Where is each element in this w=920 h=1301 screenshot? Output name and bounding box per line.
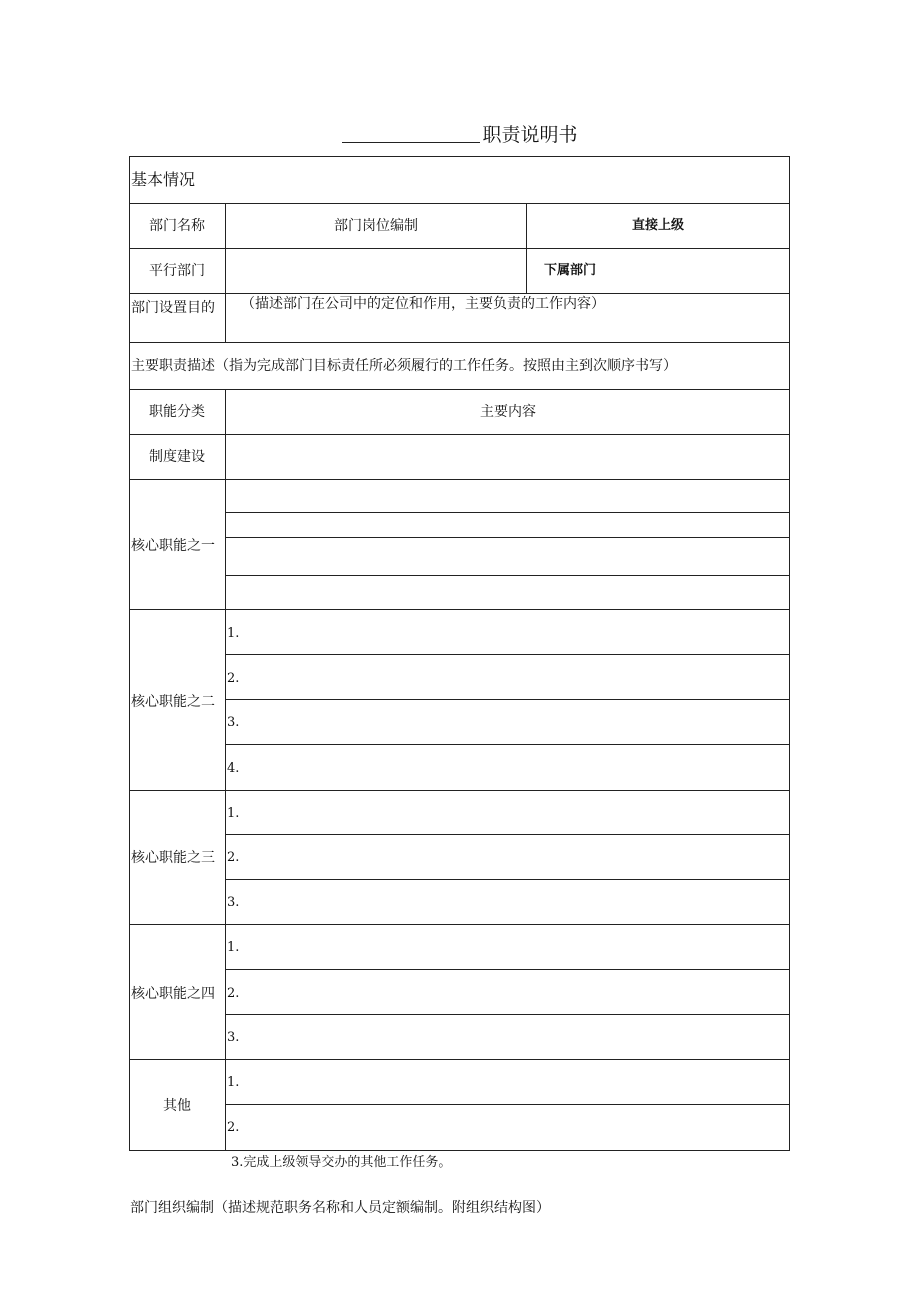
other-label: 其他 [163, 1098, 191, 1114]
row-line [129, 342, 790, 343]
sub-row-line [225, 1014, 790, 1015]
core-3-item-number: 2. [227, 850, 240, 865]
subordinate-dept-label: 下属部门 [544, 263, 597, 278]
other-item-number: 1. [227, 1075, 240, 1090]
core-2-item-number: 3. [227, 715, 240, 730]
row-line [129, 924, 790, 925]
core-4-item-number: 1. [227, 940, 240, 955]
row-line [129, 389, 790, 390]
duty-table [129, 156, 790, 1151]
row-line [129, 248, 790, 249]
sub-row-line [225, 834, 790, 835]
core-function-3-label: 核心职能之三 [131, 850, 215, 866]
row-line [129, 1059, 790, 1060]
table-border-bottom [129, 1150, 790, 1151]
other-item-number: 2. [227, 1120, 240, 1135]
row-line [129, 479, 790, 480]
row-line [129, 609, 790, 610]
row-line [129, 293, 790, 294]
sub-row-line [225, 879, 790, 880]
sub-row-line [225, 654, 790, 655]
main-duties-heading: 主要职责描述（指为完成部门目标责任所必须履行的工作任务。按照由主到次顺序书写） [131, 358, 677, 374]
core-4-item-number: 3. [227, 1030, 240, 1045]
col-line [225, 389, 226, 1151]
core-2-item-number: 2. [227, 671, 240, 686]
other-item-3: 3.完成上级领导交办的其他工作任务。 [231, 1155, 452, 1170]
sub-row-line [225, 575, 790, 576]
core-function-4-label: 核心职能之四 [131, 986, 215, 1002]
parallel-dept-label: 平行部门 [149, 263, 205, 279]
direct-superior-label: 直接上级 [631, 218, 684, 233]
sub-row-line [225, 699, 790, 700]
table-border-left [129, 156, 130, 1151]
dept-name-label: 部门名称 [149, 218, 205, 234]
sub-row-line [225, 512, 790, 513]
title-text: 职责说明书 [482, 124, 578, 146]
system-building-label: 制度建设 [149, 449, 205, 465]
main-content-label: 主要内容 [480, 404, 536, 420]
core-3-item-number: 1. [227, 806, 240, 821]
core-2-item-number: 4. [227, 761, 240, 776]
row-line [129, 434, 790, 435]
col-line [526, 203, 527, 294]
sub-row-line [225, 969, 790, 970]
row-line [129, 790, 790, 791]
dept-post-label: 部门岗位编制 [334, 218, 418, 234]
dept-purpose-label: 部门设置目的 [131, 300, 215, 316]
dept-purpose-hint: （描述部门在公司中的定位和作用，主要负责的工作内容） [241, 296, 605, 312]
core-4-item-number: 2. [227, 986, 240, 1001]
core-3-item-number: 3. [227, 895, 240, 910]
table-border-top [129, 156, 790, 157]
org-structure-note: 部门组织编制（描述规范职务名称和人员定额编制。附组织结构图） [130, 1200, 550, 1216]
sub-row-line [225, 537, 790, 538]
department-name-blank [342, 124, 480, 143]
document-title [0, 120, 920, 147]
basic-info-heading: 基本情况 [131, 170, 196, 189]
row-line [129, 203, 790, 204]
core-function-2-label: 核心职能之二 [131, 694, 215, 710]
core-function-1-label: 核心职能之一 [131, 538, 215, 554]
core-2-item-number: 1. [227, 626, 240, 641]
sub-row-line [225, 744, 790, 745]
function-category-label: 职能分类 [149, 404, 205, 420]
sub-row-line [225, 1104, 790, 1105]
